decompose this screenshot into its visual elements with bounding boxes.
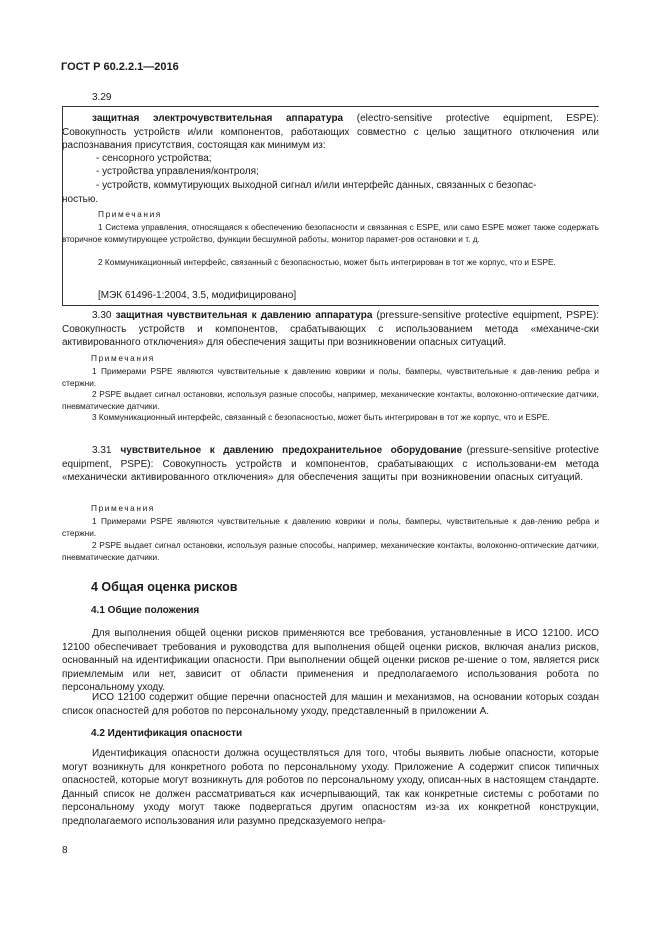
section-4-2-paragraph: Идентификация опасности должна осуществляться для того, чтобы выявить любые опасности, которые могут возникнуть для конкретного робота по персональному уходу. Приложение А содержит список типичных опасностей, которые могут возникнуть для роботов по персональному уходу, описан-ных в настоящем стандарте. Данный список не должен рассматриваться как исчерпывающий, так как конкретные системы с роботами по персональному уходу могут также подвергаться другим опасностям из-за их конкретной конструкции, предполагаемого использования или разумно предсказуемого непра- xyxy=(62,748,599,827)
term-3-30: защитная чувствительная к давлению аппаратура xyxy=(115,310,373,321)
note-1-3-29: 1 Система управления, относящаяся к обеспечению безопасности и связанная с ESPE, или само ESPE может также содержать вторичное коммутирующее устройство, функции бесшумной работы, монитор парамет-ров остановки и т. д. xyxy=(62,222,599,244)
definition-text-3-29: (electro-sensitive protective equipment, ESPE): Совокупность устройств и/или компонентов, работающих совместно с целью защитного отключения или распознавания присутствия, состоящая как минимум из: xyxy=(62,113,599,152)
section-4-1-title: 4.1 Общие положения xyxy=(91,605,200,616)
term-3-31: чувствительное к давлению предохранительное оборудование xyxy=(120,445,463,456)
clause-number-3-29: 3.29 xyxy=(92,92,112,103)
clause-3-29-definition xyxy=(62,112,599,153)
section-4-title: 4 Общая оценка рисков xyxy=(91,580,238,594)
notes-title: Примечания xyxy=(91,503,155,513)
document-header: ГОСТ Р 60.2.2.1—2016 xyxy=(61,61,179,73)
notes-title: Примечания xyxy=(98,209,162,219)
list-item: - устройства управления/контроля; xyxy=(96,166,259,177)
definition-text-3-30: (pressure-sensitive protective equipment, PSPE): Совокупность устройств и компонентов, срабатывающих с использованием метода «механиче-ски активированного отключения» для обеспечения защиты при возникновении опасных ситуаций. xyxy=(62,310,600,349)
note-1-3-31: 1 Примерами PSPE являются чувствительные к давлению коврики и полы, бамперы, чувствительные к дав-лению ребра и стержни. xyxy=(62,516,599,538)
note-3-3-30: 3 Коммуникационный интерфейс, связанный с безопасностью, может быть интегрирован в тот же корпус, что и ESPE. xyxy=(92,412,550,422)
clause-3-31-definition xyxy=(62,444,599,485)
list-item-continuation: ностью. xyxy=(62,194,99,205)
section-4-1-paragraph-2: ИСО 12100 содержит общие перечни опасностей для машин и механизмов, на основании которых создан список опасностей для роботов по персональному уходу, представленный в приложении А. xyxy=(62,692,599,717)
clause-number-3-30: 3.30 xyxy=(92,310,112,321)
clause-number-3-31: 3.31 xyxy=(92,445,112,456)
section-4-1-paragraph-1: Для выполнения общей оценки рисков применяются все требования, установленные в ИСО 12100. ИСО 12100 обеспечивает требования и руководства для выполнения общей оценки рисков, включая анализ рисков, основанный на идентификации опасности. При выполнении общей оценки рисков ре-шение о том, является риск приемлемым или нет, зависит от области применения и предполагаемого использования робота по персональному уходу. xyxy=(62,628,599,694)
clause-3-30-definition xyxy=(62,309,599,350)
note-1-3-30: 1 Примерами PSPE являются чувствительные к давлению коврики и полы, бамперы, чувствительные к дав-лению ребра и стержни. xyxy=(62,366,599,388)
list-item: - устройств, коммутирующих выходной сигнал и/или интерфейс данных, связанных с безопас- xyxy=(96,180,537,191)
note-2-3-31: 2 PSPE выдает сигнал остановки, используя разные способы, например, механические контакты, волоконно-оптические датчики, пневматические датчики. xyxy=(62,540,599,562)
term-3-29: защитная электрочувствительная аппаратура xyxy=(92,113,344,124)
note-2-3-30: 2 PSPE выдает сигнал остановки, используя разные способы, например, механические контакты, волоконно-оптические датчики, пневматические датчики. xyxy=(62,389,599,411)
definition-text-3-31: (pressure-sensitive protective equipment, PSPE): Совокупность устройств и компонентов, срабатывающих с использовани-ем метода «механически активированного отключения» для обеспечения защиты при возникновении опасных ситуаций. xyxy=(62,445,599,484)
page-number: 8 xyxy=(62,845,68,856)
list-item: - сенсорного устройства; xyxy=(96,153,212,164)
section-4-2-title: 4.2 Идентификация опасности xyxy=(91,728,243,739)
reference-3-29: [МЭК 61496-1:2004, 3.5, модифицировано] xyxy=(98,290,297,301)
notes-title: Примечания xyxy=(91,353,155,363)
note-2-3-29: 2 Коммуникационный интерфейс, связанный с безопасностью, может быть интегрирован в тот же корпус, что и ESPE. xyxy=(98,257,556,267)
